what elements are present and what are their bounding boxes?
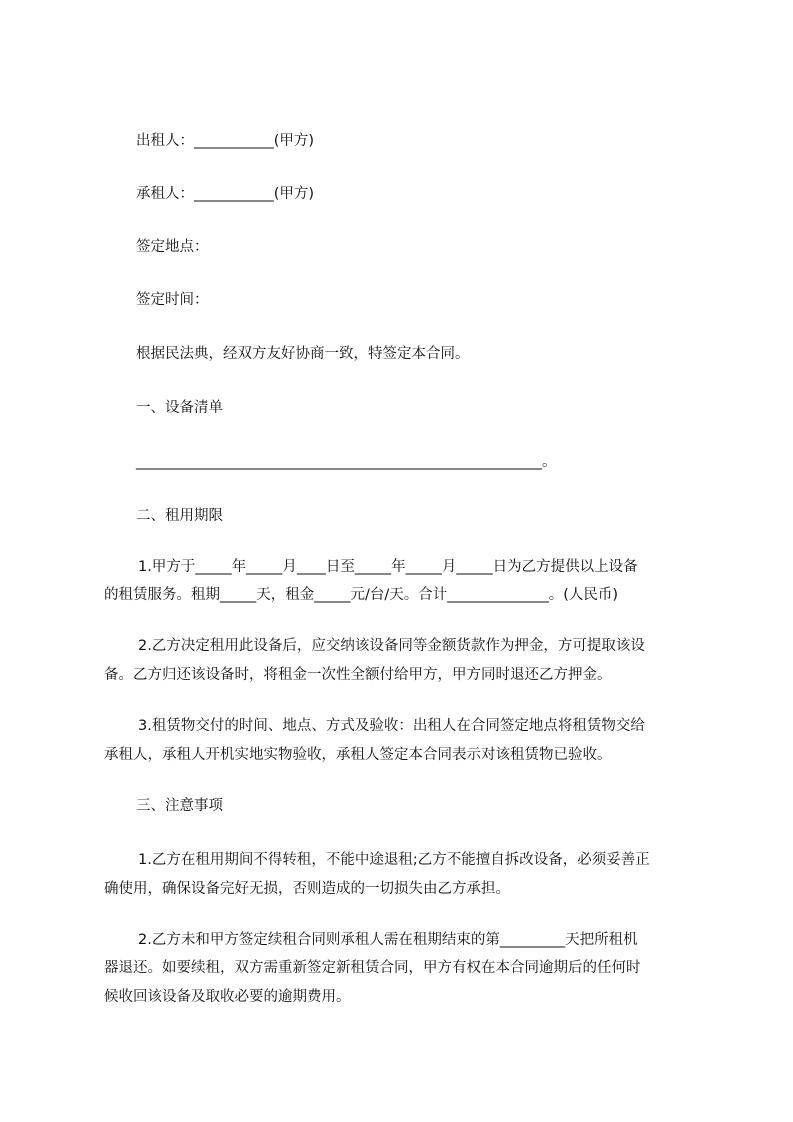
lessee-line — [136, 184, 314, 204]
section3-item2-line3: 候收回该设备及取收必要的逾期费用。 — [104, 989, 351, 1005]
section2-item3-line2: 承租人，承租人开机实地实物验收，承租人签定本合同表示对该租赁物已验收。 — [104, 747, 612, 763]
section1-heading: 一、设备清单 — [136, 400, 223, 416]
lessee-label: 承租人： — [136, 186, 194, 202]
lessor-suffix: (甲方) — [273, 133, 315, 149]
lessor-line — [136, 131, 314, 151]
intro-text: 根据民法典，经双方友好协商一致，特签定本合同。 — [136, 346, 470, 362]
sign-place: 签定地点： — [136, 239, 209, 255]
lessor-blank: ___________ — [194, 133, 274, 149]
section2-item3-line1: 3.租赁物交付的时间、地点、方式及验收：出租人在合同签定地点将租赁物交给 — [138, 718, 645, 734]
section2-item2-line2: 备。乙方归还该设备时，将租金一次性全额付给甲方，甲方同时退还乙方押金。 — [104, 667, 612, 683]
section3-item2-line1: 2.乙方未和甲方签定续租合同则承租人需在租期结束的第_________天把所租机 — [138, 932, 638, 948]
section3-item2-line2: 器退还。如要续租，双方需重新签定新租赁合同，甲方有权在本合同逾期后的任何时 — [104, 960, 641, 976]
section2-item1-line2: 的租赁服务。租期_____天，租金_____元/台/天。合计______________。(人民币) — [104, 587, 619, 603]
section2-heading: 二、租用期限 — [136, 508, 223, 524]
section2-item1-line1: 1.甲方于_____年_____月____日至_____年_____月_____日为乙方提供以上设备 — [138, 559, 638, 575]
section3-item1-line1: 1.乙方在租用期间不得转租，不能中途退租;乙方不能擅自拆改设备，必须妥善正 — [138, 852, 650, 868]
lessee-suffix: (甲方) — [273, 186, 315, 202]
sign-time: 签定时间： — [136, 292, 209, 308]
lessee-blank: ___________ — [194, 186, 274, 202]
section3-item1-line2: 确使用，确保设备完好无损，否则造成的一切损失由乙方承担。 — [104, 881, 510, 897]
lessor-label: 出租人： — [136, 133, 194, 149]
section3-heading: 三、注意事项 — [136, 798, 223, 814]
section2-item2-line1: 2.乙方决定租用此设备后，应交纳该设备同等金额货款作为押金，方可提取该设 — [138, 638, 645, 654]
equipment-list-blank: ________________________________________________________。 — [136, 454, 557, 470]
